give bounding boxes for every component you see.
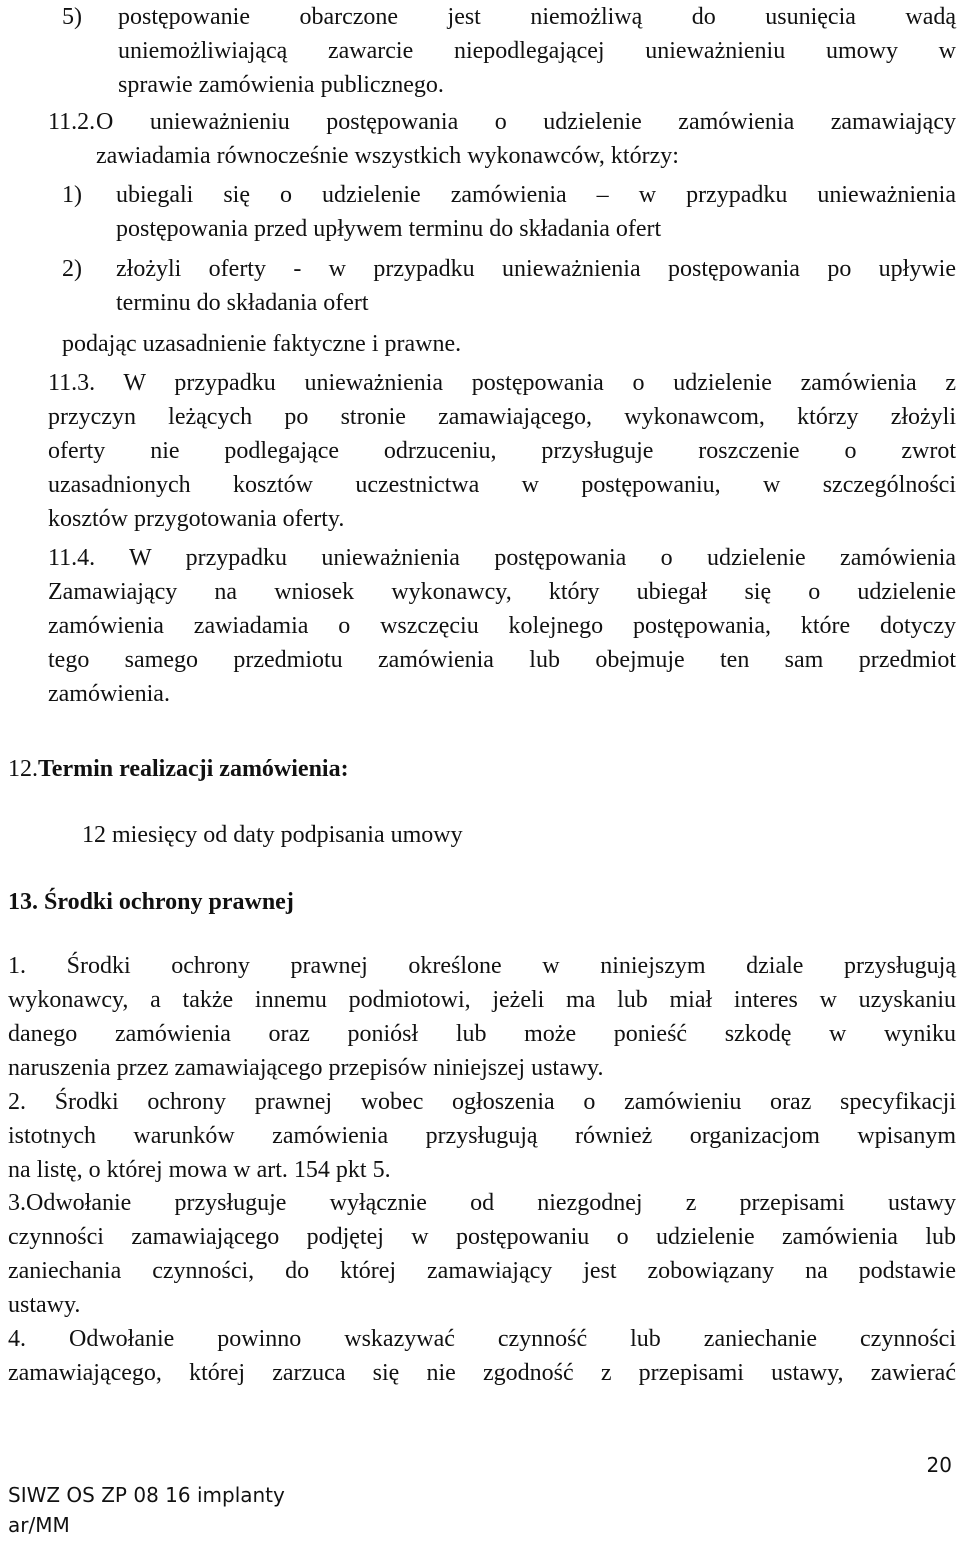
item-line: sprawie zamówienia publicznego. [118,72,444,98]
section-line: uzasadnionych kosztów uczestnictwa w postępowaniu, w szczególności [48,472,956,498]
section-line: kosztów przygotowania oferty. [48,506,345,532]
paragraph-line: czynności zamawiającego podjętej w postępowaniu o udzielenie zamówienia lub [8,1224,956,1250]
section-line: 11.3. W przypadku unieważnienia postępowania o udzielenie zamówienia z [48,370,956,396]
section-13-paragraph-4 [8,1322,956,1390]
section-13-paragraph-3 [8,1186,956,1322]
paragraph-line: zaniechania czynności, do której zamawiający jest zobowiązany na podstawie [8,1258,956,1284]
paragraph-line: 2. Środki ochrony prawnej wobec ogłoszenia o zamówieniu oraz specyfikacji [8,1089,956,1115]
paragraph-line: 3.Odwołanie przysługuje wyłącznie od niezgodnej z przepisami ustawy [8,1190,956,1216]
item-line: postępowania przed upływem terminu do składania ofert [116,216,662,242]
section-line: tego samego przedmiotu zamówienia lub obejmuje ten sam przedmiot [48,647,956,673]
section-12-body: 12 miesięcy od daty podpisania umowy [82,822,463,848]
section-12-heading [8,752,908,786]
section-11-4 [48,541,956,711]
section-line: oferty nie podlegające odrzuceniu, przysługuje roszczenie o zwrot [48,438,956,464]
paragraph-line: ustawy. [8,1292,81,1318]
item-line: uniemożliwiającą zawarcie niepodlegającej unieważnieniu umowy w [118,38,956,64]
section-line: zawiadamia równocześnie wszystkich wykonawców, którzy: [96,143,679,169]
section-11-2 [48,105,956,173]
item-line: ubiegali się o udzielenie zamówienia – w przypadku unieważnienia [116,182,956,208]
paragraph-line: wykonawcy, a także innemu podmiotowi, jeżeli ma lub miał interes w uzyskaniu [8,987,956,1013]
paragraph-line: istotnych warunków zamówienia przysługują również organizacjom wpisanym [8,1123,956,1149]
section-line: przyczyn leżących po stronie zamawiającego, wykonawcom, którzy złożyli [48,404,956,430]
section-closing: podając uzasadnienie faktyczne i prawne. [62,331,462,357]
paragraph-line: zamawiającego, której zarzuca się nie zgodność z przepisami ustawy, zawierać [8,1360,956,1386]
section-line: 11.4. W przypadku unieważnienia postępowania o udzielenie zamówienia [48,545,956,571]
paragraph-line: na listę, o której mowa w art. 154 pkt 5. [8,1157,391,1183]
section-13-paragraph-2 [8,1085,956,1187]
item-number: 2) [62,256,82,282]
item-line: postępowanie obarczone jest niemożliwą do usunięcia wadą [118,4,956,30]
footer-line: SIWZ OS ZP 08 16 implanty [8,1483,285,1507]
item-line: złożyli oferty - w przypadku unieważnienia postępowania po upływie [116,256,956,282]
section-line: zamówienia zawiadamia o wszczęciu kolejnego postępowania, które dotyczy [48,613,956,639]
section-13-paragraph-1 [8,949,956,1085]
paragraph-line: 1. Środki ochrony prawnej określone w niniejszym dziale przysługują [8,953,956,979]
paragraph-line: naruszenia przez zamawiającego przepisów niniejszej ustawy. [8,1055,604,1081]
footer-line: ar/MM [8,1513,70,1537]
section-13-heading: 13. Środki ochrony prawnej [8,889,294,915]
paragraph-line: 4. Odwołanie powinno wskazywać czynność lub zaniechanie czynności [8,1326,956,1352]
item-number: 1) [62,182,82,208]
item-number: 5) [62,4,82,30]
section-line: O unieważnieniu postępowania o udzielenie zamówienia zamawiający [96,109,956,135]
section-number: 11.2. [48,109,96,135]
list-item-5 [62,0,956,102]
list-item-2 [62,252,956,320]
list-item-1 [62,178,956,246]
section-11-3 [48,366,956,536]
section-line: zamówienia. [48,681,170,707]
section-number: 12. [8,756,38,782]
paragraph-line: danego zamówienia oraz poniósł lub może ponieść szkodę w wyniku [8,1021,956,1047]
section-heading: Termin realizacji zamówienia: [38,756,349,782]
section-line: Zamawiający na wniosek wykonawcy, który ubiegał się o udzielenie [48,579,956,605]
item-line: terminu do składania ofert [116,290,369,316]
page-number: 20 [926,1453,952,1477]
